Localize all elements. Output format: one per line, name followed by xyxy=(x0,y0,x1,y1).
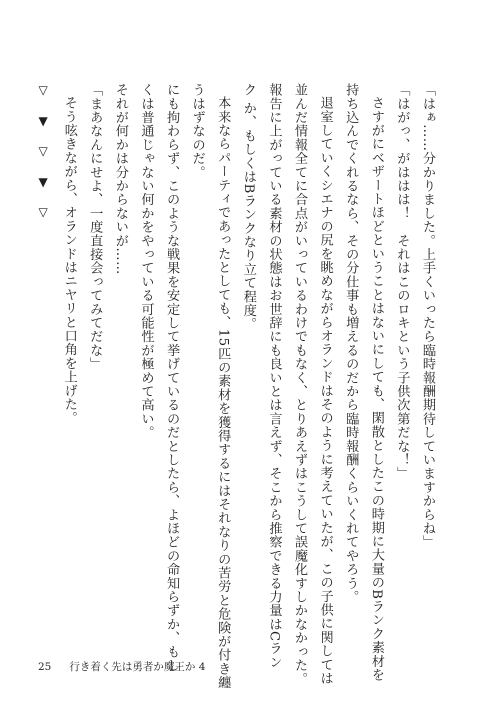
text-line: 「まあなんにせよ、一度直接会ってみてだな」 xyxy=(87,83,103,371)
text-line: それが何かは分からないが…… xyxy=(112,83,128,275)
text-line: ク か、もしくはBランクなり立て程度。 xyxy=(240,83,256,331)
separator-mark: ▽ xyxy=(36,205,51,220)
separator-mark: ▼ xyxy=(36,174,51,189)
text-line: 「はぁ……分かりました。上手くいったら臨時報酬期待していますからね」 xyxy=(420,83,435,549)
text-line: くは普通じゃない何かをやっている可能性が極めて高い。 xyxy=(138,83,154,440)
separator-mark: ▽ xyxy=(36,83,51,97)
text-line: にも拘わらず、このような戦果を安定して挙げているのだとしたら、よほどの命知らずか、もし xyxy=(164,83,180,673)
text-line: そう呟きながら、オランドはニヤリと口角を上げた。 xyxy=(61,96,77,425)
text-line: 並んだ情報全てに合点がいっているわけでもなく、とりあえずはこうして誤魔化すしかなかった。 xyxy=(292,83,308,686)
page-footer xyxy=(38,659,205,674)
separator-mark: ▽ xyxy=(36,144,51,159)
text-line: 報告に上がっている素材の状態はお世辞にも良いとは言えず、そこから推察できる力量はCラン xyxy=(266,83,282,669)
text-line: 本来ならパーティであったとしても、15匹の素材を獲得するにはそれなりの苦労と危険が付き纏 xyxy=(215,96,231,690)
text-line: うはずなのだ。 xyxy=(189,83,205,179)
separator-mark: ▼ xyxy=(36,113,51,128)
text-line: 「はがっ、がははは！ それはこのロキという子供次第だな！」 xyxy=(394,83,410,481)
text-line: 退室していくシエナの尻を眺めながらオランドはそのように考えていたが、この子供に関しては xyxy=(317,96,333,686)
text-line: さすがにベザートほどということはないにしても、閑散としたこの時期に大量のBランク素材を xyxy=(368,96,384,682)
scene-separator xyxy=(31,83,57,643)
text-line: 持ち込んでくれるなら、その分仕事も増えるのだから臨時報酬くらいくれてやろう。 xyxy=(343,83,359,604)
page-number: 25 xyxy=(38,661,52,673)
book-title: 行き着く先は勇者か魔王か 4 xyxy=(69,661,206,673)
